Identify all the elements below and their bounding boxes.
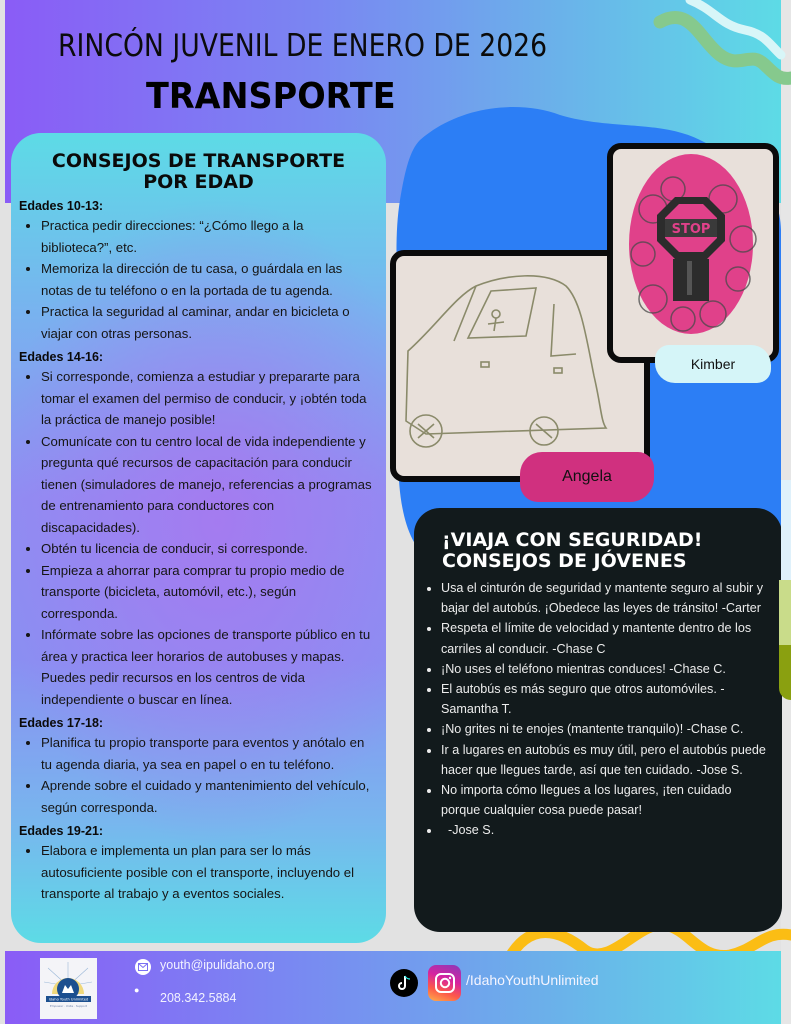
age-tips-card (11, 133, 386, 943)
svg-text:Idaho Youth Unlimited: Idaho Youth Unlimited (48, 997, 89, 1002)
tiktok-icon[interactable] (390, 969, 418, 997)
age-group-label: Edades 10-13: (19, 199, 104, 213)
list-item: • Comunícate con tu centro local de vida independiente y pregunta qué recursos de capacitación para conducir tienen (simuladores de manejo, referencias a programas de entrenamiento para conductores con discapacidades). (41, 431, 376, 539)
organization-logo (40, 958, 97, 1019)
age-group-label: Edades 14-16: (19, 350, 104, 364)
svg-text:STOP: STOP (671, 222, 711, 237)
phone-icon: ● (134, 985, 140, 995)
list-item: • Respeta el límite de velocidad y mantente dentro de los carriles al conducir. -Chase C (441, 618, 770, 658)
age-group-list (11, 732, 386, 818)
list-item: • -Jose S. (441, 820, 770, 840)
list-item: • Infórmate sobre las opciones de transporte público en tu área y practica leer horarios de autobuses y mapas. Puedes pedir recursos en los centros de vida independiente o buscar en línea. (41, 624, 376, 710)
youth-tips-title-line1: ¡VIAJA CON SEGURIDAD! (442, 529, 703, 551)
stop-sign-icon (613, 149, 773, 357)
age-group-label: Edades 17-18: (19, 716, 104, 730)
list-item: • No importa cómo llegues a los lugares, ¡ten cuidado porque cualquier cosa puede pasar! (441, 780, 770, 820)
page-title: RINCÓN JUVENIL DE ENERO DE 2026 (58, 28, 548, 64)
age-tips-title-line1: CONSEJOS DE TRANSPORTE (51, 150, 346, 172)
contact-email[interactable]: youth@ipulidaho.org (160, 958, 275, 972)
logo-icon (40, 958, 97, 1019)
list-item: • Memoriza la dirección de tu casa, o guárdala en las notas de tu teléfono o en la portada de tu agenda. (41, 258, 376, 301)
youth-tips-title-line2: CONSEJOS DE JÓVENES (442, 550, 687, 572)
age-group-label: Edades 19-21: (19, 824, 104, 838)
age-tips-title (11, 151, 386, 193)
list-item: • Ir a lugares en autobús es muy útil, pero el autobús puede hacer que llegues tarde, así que ten cuidado. -Jose S. (441, 740, 770, 780)
list-item: • ¡No uses el teléfono mientras conduces! -Chase C. (441, 659, 770, 679)
age-group-list (11, 840, 386, 905)
page-subtitle: TRANSPORTE (146, 76, 396, 117)
mail-icon (135, 959, 151, 975)
list-item: • ¡No grites ni te enojes (mantente tranquilo)! -Chase C. (441, 719, 770, 739)
youth-tips-title (442, 530, 782, 572)
decorative-strip (779, 645, 791, 700)
decorative-strip (779, 580, 791, 645)
social-handle[interactable]: /IdahoYouthUnlimited (466, 972, 599, 988)
artist-label-kimber: Kimber (655, 345, 771, 383)
instagram-icon[interactable] (428, 965, 461, 1001)
artist-label-angela: Angela (520, 452, 654, 502)
list-item: • Practica la seguridad al caminar, andar en bicicleta o viajar con otras personas. (41, 301, 376, 344)
list-item: • Practica pedir direcciones: “¿Cómo llego a la biblioteca?”, etc. (41, 215, 376, 258)
decorative-strip (781, 480, 791, 580)
age-tips-title-line2: POR EDAD (143, 171, 254, 193)
list-item: • Elabora e implementa un plan para ser lo más autosuficiente posible con el transporte, incluyendo el transporte al trabajo y a eventos sociales. (41, 840, 376, 905)
contact-phone[interactable]: 208.342.5884 (160, 991, 237, 1005)
list-item: • Usa el cinturón de seguridad y mantente seguro al subir y bajar del autobús. ¡Obedece las leyes de tránsito! -Carter (441, 578, 770, 618)
youth-tips-card (414, 508, 782, 932)
age-group-list (11, 366, 386, 710)
list-item: • Si corresponde, comienza a estudiar y prepararte para tomar el examen del permiso de conducir, y ¡obtén toda la práctica de manejo posible! (41, 366, 376, 431)
stop-sign-drawing-image (607, 143, 779, 363)
list-item: • Empieza a ahorrar para comprar tu propio medio de transporte (bicicleta, automóvil, etc.), según corresponda. (41, 560, 376, 625)
age-group-list (11, 215, 386, 344)
list-item: • Planifica tu propio transporte para eventos y anótalo en tu agenda diaria, ya sea en papel o en tu teléfono. (41, 732, 376, 775)
list-item: • Obtén tu licencia de conducir, si corresponde. (41, 538, 376, 560)
list-item: • Aprende sobre el cuidado y mantenimiento del vehículo, según corresponda. (41, 775, 376, 818)
svg-text:Empower · Unite · Support: Empower · Unite · Support (50, 1004, 87, 1008)
list-item: • El autobús es más seguro que otros automóviles. -Samantha T. (441, 679, 770, 719)
youth-tips-list (414, 578, 782, 841)
